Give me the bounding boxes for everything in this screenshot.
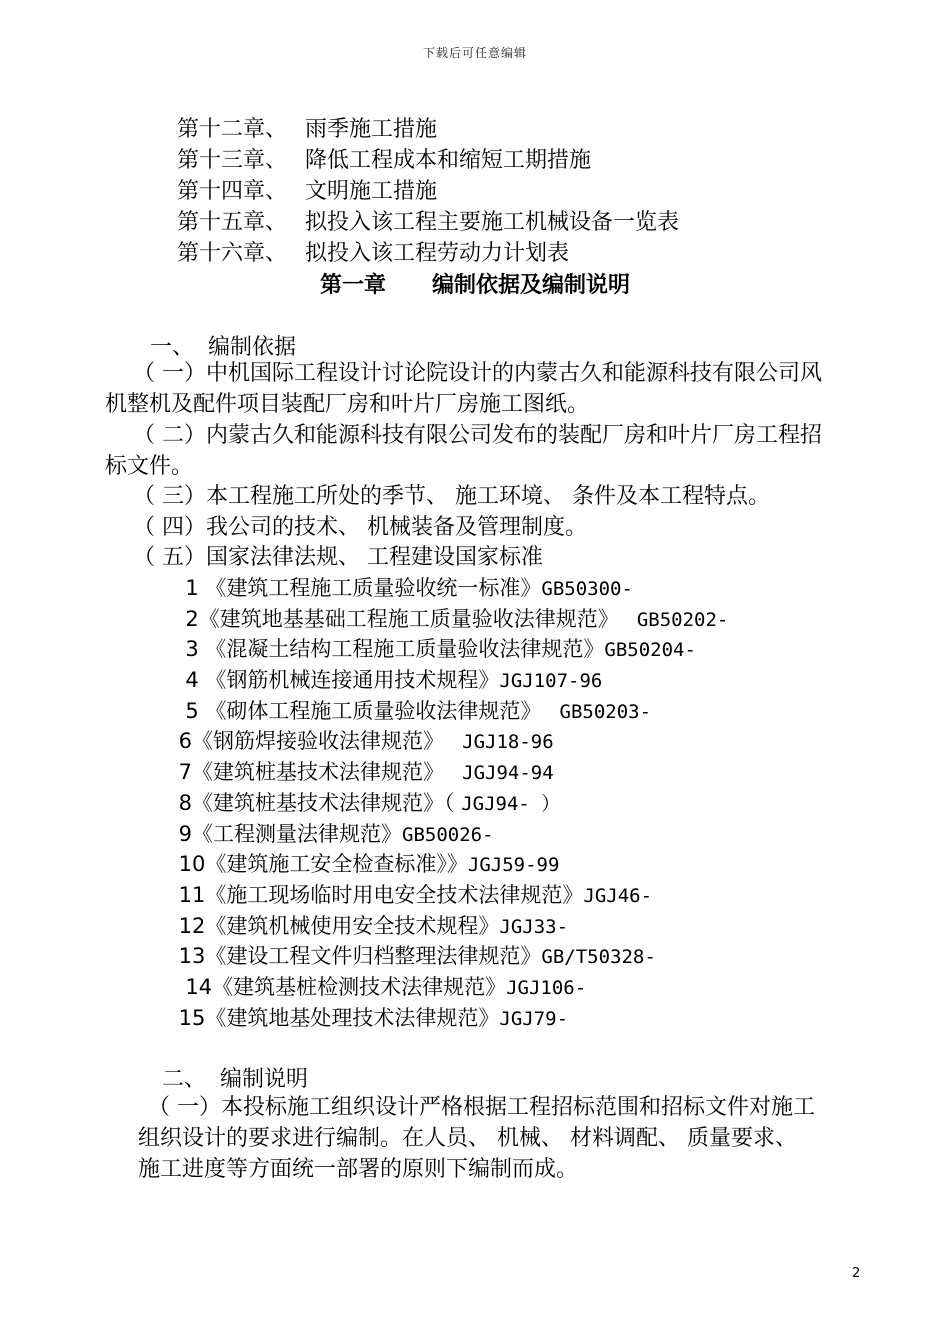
chapter-title: 第一章 编制依据及编制说明 [320, 273, 630, 298]
reference-title: 《砌体工程施工质量验收法律规范》 [205, 698, 549, 723]
paragraph-line: （ 二）内蒙古久和能源科技有限公司发布的装配厂房和叶片厂房工程招 [133, 423, 822, 448]
reference-title: 《建筑桩基技术法律规范》 [192, 760, 451, 785]
reference-number: 8 [172, 790, 193, 815]
reference-number: 7 [172, 760, 193, 785]
reference-item [172, 757, 728, 788]
page-header-note: 下载后可任意编辑 [422, 46, 527, 60]
toc-item [177, 207, 679, 238]
toc-chapter-title: 雨季施工措施 [305, 117, 438, 142]
reference-item [172, 573, 728, 604]
reference-code: GB50300- [541, 578, 633, 600]
reference-number: 10 [172, 852, 206, 877]
reference-number: 5 [172, 698, 206, 723]
reference-number: 11 [172, 882, 206, 907]
paragraph-line: 施工进度等方面统一部署的原则下编制而成。 [138, 1157, 579, 1182]
reference-title: 《建筑地基基础工程施工质量验收法律规范》 [198, 606, 626, 631]
reference-title: 《建筑基桩检测技术法律规范》 [212, 974, 507, 999]
reference-item [172, 880, 728, 911]
toc-item [177, 145, 679, 176]
reference-number: 12 [172, 913, 206, 938]
paragraph-line: 组织设计的要求进行编制。在人员、 机械、 材料调配、 质量要求、 [138, 1126, 797, 1151]
toc-chapter-number: 第十五章、 [177, 210, 288, 235]
paragraph-line: （ 三）本工程施工所处的季节、 施工环境、 条件及本工程特点。 [133, 484, 770, 509]
reference-item [172, 941, 728, 972]
reference-item [172, 911, 728, 942]
reference-code: JGJ107-96 [499, 670, 603, 693]
section-heading: 一、 编制依据 [150, 335, 296, 360]
reference-number: 2 [172, 606, 199, 631]
reference-title: 《工程测量法律规范》 [192, 821, 403, 846]
reference-title: 《施工现场临时用电安全技术法律规范》 [205, 882, 584, 907]
reference-title: 《建设工程文件归档整理法律规范》 [205, 944, 542, 969]
reference-number: 6 [172, 729, 193, 754]
reference-code: GB/T50328- [541, 946, 656, 969]
reference-item [172, 696, 728, 727]
reference-title: 《建筑地基处理技术法律规范》 [205, 1005, 500, 1030]
paragraph-line: 机整机及配件项目装配厂房和叶片厂房施工图纸。 [105, 392, 590, 417]
toc-chapter-title: 降低工程成本和缩短工期措施 [305, 148, 592, 173]
paragraph-line: （ 一）中机国际工程设计讨论院设计的内蒙古久和能源科技有限公司风 [133, 361, 822, 386]
reference-title: 《建筑施工安全检查标准》》 [205, 852, 468, 877]
toc-chapter-number: 第十三章、 [177, 148, 288, 173]
reference-code: GB50202- [625, 608, 729, 631]
toc-chapter-number: 第十二章、 [177, 117, 288, 142]
toc-item [177, 176, 679, 207]
reference-number: 1 [172, 576, 206, 600]
toc-chapter-number: 第十六章、 [177, 241, 288, 266]
reference-item [172, 604, 728, 635]
paragraph-line: （ 五）国家法律法规、 工程建设国家标准 [133, 545, 543, 570]
paragraph-line: （ 一）本投标施工组织设计严格根据工程招标范围和招标文件对施工 [148, 1095, 815, 1120]
reference-title: 《钢筋焊接验收法律规范》 [192, 729, 451, 754]
reference-title: 《建筑桩基技术法律规范》（ [192, 790, 462, 815]
toc-item [177, 238, 679, 269]
reference-item [172, 634, 728, 665]
reference-title: 《钢筋机械连接通用技术规程》 [205, 668, 500, 693]
reference-item [172, 849, 728, 880]
paragraph-line: （ 四）我公司的技术、 机械装备及管理制度。 [133, 515, 587, 540]
reference-number: 4 [172, 668, 206, 693]
reference-code: JGJ59-99 [467, 854, 560, 877]
reference-number: 3 [172, 637, 206, 662]
section-heading: 二、 编制说明 [162, 1067, 308, 1092]
reference-list [172, 573, 728, 1033]
reference-code: GB50026- [402, 823, 494, 846]
toc-chapter-number: 第十四章、 [177, 179, 288, 204]
reference-code: JGJ94- ） [461, 792, 561, 815]
paragraph-line: 标文件。 [105, 454, 194, 479]
reference-code: JGJ18-96 [450, 731, 554, 754]
reference-code: GB50204- [604, 639, 696, 662]
reference-title: 《建筑工程施工质量验收统一标准》 [205, 576, 542, 600]
reference-number: 13 [172, 944, 206, 969]
reference-item [172, 1003, 728, 1034]
table-of-contents [177, 114, 679, 269]
reference-title: 《建筑机械使用安全技术规程》 [205, 913, 500, 938]
reference-item [172, 665, 728, 696]
reference-code: JGJ33- [499, 915, 569, 938]
reference-title: 《混凝土结构工程施工质量验收法律规范》 [205, 637, 605, 662]
reference-number: 9 [172, 821, 193, 846]
toc-chapter-title: 文明施工措施 [305, 179, 438, 204]
reference-item [172, 788, 728, 819]
toc-chapter-title: 拟投入该工程主要施工机械设备一览表 [305, 210, 680, 235]
reference-item [172, 819, 728, 850]
reference-code: JGJ79- [499, 1007, 569, 1030]
reference-code: JGJ106- [506, 976, 587, 999]
reference-number: 14 [172, 974, 213, 999]
toc-chapter-title: 拟投入该工程劳动力计划表 [305, 241, 570, 266]
reference-item [172, 972, 728, 1003]
reference-number: 15 [172, 1005, 206, 1030]
reference-code: JGJ46- [583, 884, 653, 907]
page-number: 2 [852, 1266, 861, 1281]
reference-code: GB50203- [548, 700, 652, 723]
reference-code: JGJ94-94 [450, 762, 554, 785]
toc-item [177, 114, 679, 145]
reference-item [172, 726, 728, 757]
